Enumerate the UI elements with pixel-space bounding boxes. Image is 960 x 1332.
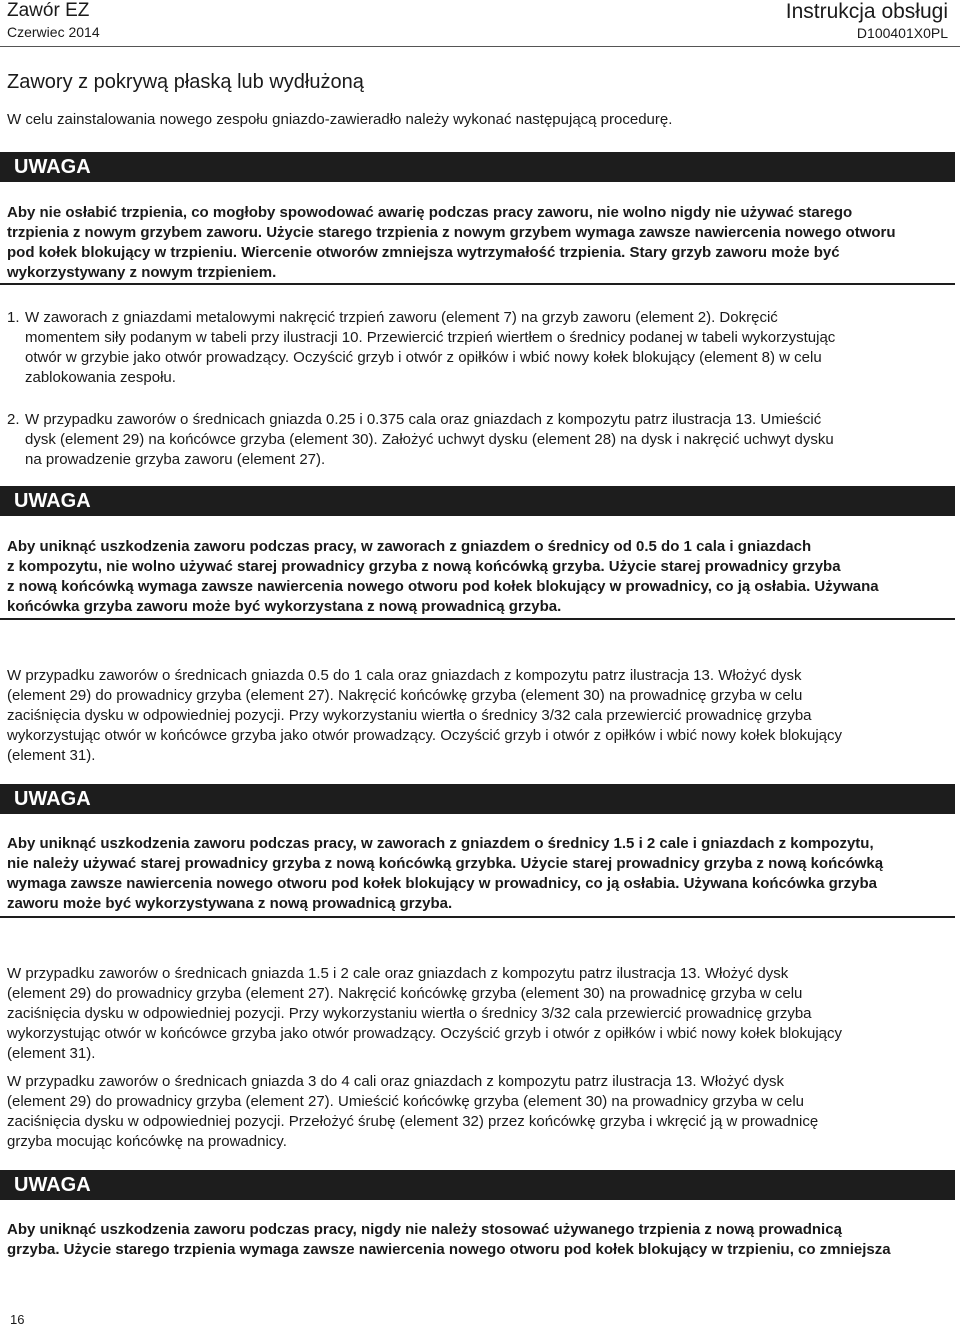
warning-text-4 <box>7 1220 950 1260</box>
document-title: Instrukcja obsługi <box>785 0 948 23</box>
paragraph-line: (element 29) do prowadnicy grzyba (element 27). Nakręcić końcówkę grzyba (element 30) na prowadnicę grzyba w celu <box>7 687 803 704</box>
warning-line: grzyba. Użycie starego trzpienia wymaga zawsze nawiercenia nowego otworu pod kołek blokujący w trzpieniu, co zmniejsza <box>7 1241 891 1258</box>
paragraph-line: wykorzystując otwór w końcówce grzyba jako otwór prowadzący. Oczyścić grzyb i otwór z opiłków i wbić nowy kołek blokujący <box>7 1025 843 1042</box>
step-line: momentem siły podanym w tabeli przy ilustracji 10. Przewiercić trzpień wiertłem o średnicy podanej w tabeli wykorzystując <box>25 329 836 346</box>
product-name: Zawór EZ <box>7 0 90 21</box>
warning-rule-2 <box>0 618 955 620</box>
paragraph-line: zaciśnięcia dysku w odpowiedniej pozycji. Przy wykorzystaniu wiertła o średnicy 3/32 cala przewiercić prowadnicę grzyba <box>7 707 812 724</box>
document-code: D100401X0PL <box>856 25 948 41</box>
warning-line: Aby nie osłabić trzpienia, co mogłoby spowodować awarię podczas pracy zaworu, nie wolno nigdy nie używać starego <box>7 204 853 221</box>
paragraph-3 <box>7 1072 950 1152</box>
warning-line: Aby uniknąć uszkodzenia zaworu podczas pracy, nigdy nie należy stosować używanego trzpienia z nową prowadnicą <box>7 1221 842 1238</box>
step-1 <box>7 308 950 388</box>
step-number: 1. <box>7 309 20 326</box>
paragraph-line: (element 31). <box>7 747 96 764</box>
step-line: otwór w grzybie jako otwór prowadzący. Oczyścić grzyb i otwór z opiłków i wbić nowy kołek blokujący (element 8) w celu <box>25 349 822 366</box>
step-2 <box>7 410 950 470</box>
paragraph-1 <box>7 666 950 766</box>
warning-label-1: UWAGA <box>0 152 955 182</box>
warning-line: zaworu może być wykorzystywana z nową prowadnicą grzyba. <box>7 895 453 912</box>
warning-rule-3 <box>0 916 955 918</box>
step-line: W przypadku zaworów o średnicach gniazda 0.25 i 0.375 cala oraz gniazdach z kompozytu patrz ilustracja 13. Umieścić <box>25 411 822 428</box>
paragraph-line: zaciśnięcia dysku w odpowiedniej pozycji. Przełożyć śrubę (element 32) przez końcówkę grzyba i wkręcić ją w prowadnicę <box>7 1113 819 1130</box>
paragraph-line: zaciśnięcia dysku w odpowiedniej pozycji. Przy wykorzystaniu wiertła o średnicy 3/32 cala przewiercić prowadnicę grzyba <box>7 1005 812 1022</box>
step-number: 2. <box>7 411 20 428</box>
paragraph-line: (element 31). <box>7 1045 96 1062</box>
warning-line: wykorzystywany z nowym trzpieniem. <box>7 264 277 281</box>
paragraph-line: (element 29) do prowadnicy grzyba (element 27). Nakręcić końcówkę grzyba (element 30) na prowadnicę grzyba w celu <box>7 985 803 1002</box>
warning-text-1 <box>7 203 950 283</box>
paragraph-2 <box>7 964 950 1064</box>
section-intro: W celu zainstalowania nowego zespołu gniazdo-zawieradło należy wykonać następującą procedurę. <box>7 111 673 128</box>
warning-line: Aby uniknąć uszkodzenia zaworu podczas pracy, w zaworach z gniazdem o średnicy 1.5 i 2 cale i gniazdach z kompozytu, <box>7 835 874 852</box>
warning-line: końcówka grzyba zaworu może być wykorzystana z nową prowadnicą grzyba. <box>7 598 562 615</box>
warning-line: nie należy używać starej prowadnicy grzyba z nową końcówką grzybka. Użycie starej prowadnicy grzyba z nową końcówką <box>7 855 884 872</box>
paragraph-line: (element 29) do prowadnicy grzyba (element 27). Umieścić końcówkę grzyba (element 30) na prowadnicy grzyba w celu <box>7 1093 805 1110</box>
step-line: dysk (element 29) na końcówce grzyba (element 30). Założyć uchwyt dysku (element 28) na dysk i nakręcić uchwyt dysku <box>25 431 834 448</box>
paragraph-line: W przypadku zaworów o średnicach gniazda 3 do 4 cali oraz gniazdach z kompozytu patrz ilustracja 13. Włożyć dysk <box>7 1073 785 1090</box>
paragraph-line: W przypadku zaworów o średnicach gniazda 0.5 do 1 cala oraz gniazdach z kompozytu patrz ilustracja 13. Włożyć dysk <box>7 667 802 684</box>
paragraph-line: wykorzystując otwór w końcówce grzyba jako otwór prowadzący. Oczyścić grzyb i otwór z opiłków i wbić nowy kołek blokujący <box>7 727 843 744</box>
warning-line: trzpienia z nowym grzybem zaworu. Użycie starego trzpienia z nowym grzybem wymaga zawsze nawiercenia nowego otworu <box>7 224 896 241</box>
paragraph-line: grzyba mocując końcówkę na prowadnicy. <box>7 1133 287 1150</box>
step-line: zablokowania zespołu. <box>25 369 176 386</box>
page-header <box>0 0 960 48</box>
step-line: na prowadzenie grzyba zaworu (element 27). <box>25 451 326 468</box>
warning-label-2: UWAGA <box>0 486 955 516</box>
warning-label-3: UWAGA <box>0 784 955 814</box>
warning-line: pod kołek blokujący w trzpieniu. Wiercenie otworów zmniejsza wytrzymałość trzpienia. Stary grzyb zaworu może być <box>7 244 840 261</box>
warning-line: z kompozytu, nie wolno używać starej prowadnicy grzyba z nową końcówką grzyba. Użycie starej prowadnicy grzyba <box>7 558 841 575</box>
warning-line: z nową końcówką wymaga zawsze nawiercenia nowego otworu pod kołek blokujący w prowadnicy, co ją osłabia. Używana <box>7 578 879 595</box>
warning-text-3 <box>7 834 950 914</box>
page-number: 16 <box>10 1312 25 1327</box>
warning-line: Aby uniknąć uszkodzenia zaworu podczas pracy, w zaworach z gniazdem o średnicy od 0.5 do 1 cala i gniazdach <box>7 538 812 555</box>
publication-date: Czerwiec 2014 <box>7 24 100 40</box>
warning-label-4: UWAGA <box>0 1170 955 1200</box>
warning-text-2 <box>7 537 950 617</box>
header-divider <box>0 46 960 47</box>
warning-rule-1 <box>0 283 955 285</box>
section-title: Zawory z pokrywą płaską lub wydłużoną <box>7 71 364 93</box>
step-line: W zaworach z gniazdami metalowymi nakręcić trzpień zaworu (element 7) na grzyb zaworu (element 2). Dokręcić <box>25 309 778 326</box>
paragraph-line: W przypadku zaworów o średnicach gniazda 1.5 i 2 cale oraz gniazdach z kompozytu patrz ilustracja 13. Włożyć dysk <box>7 965 789 982</box>
warning-line: wymaga zawsze nawiercenia nowego otworu pod kołek blokujący w prowadnicy, co ją osłabia. Używana końcówka grzyba <box>7 875 877 892</box>
